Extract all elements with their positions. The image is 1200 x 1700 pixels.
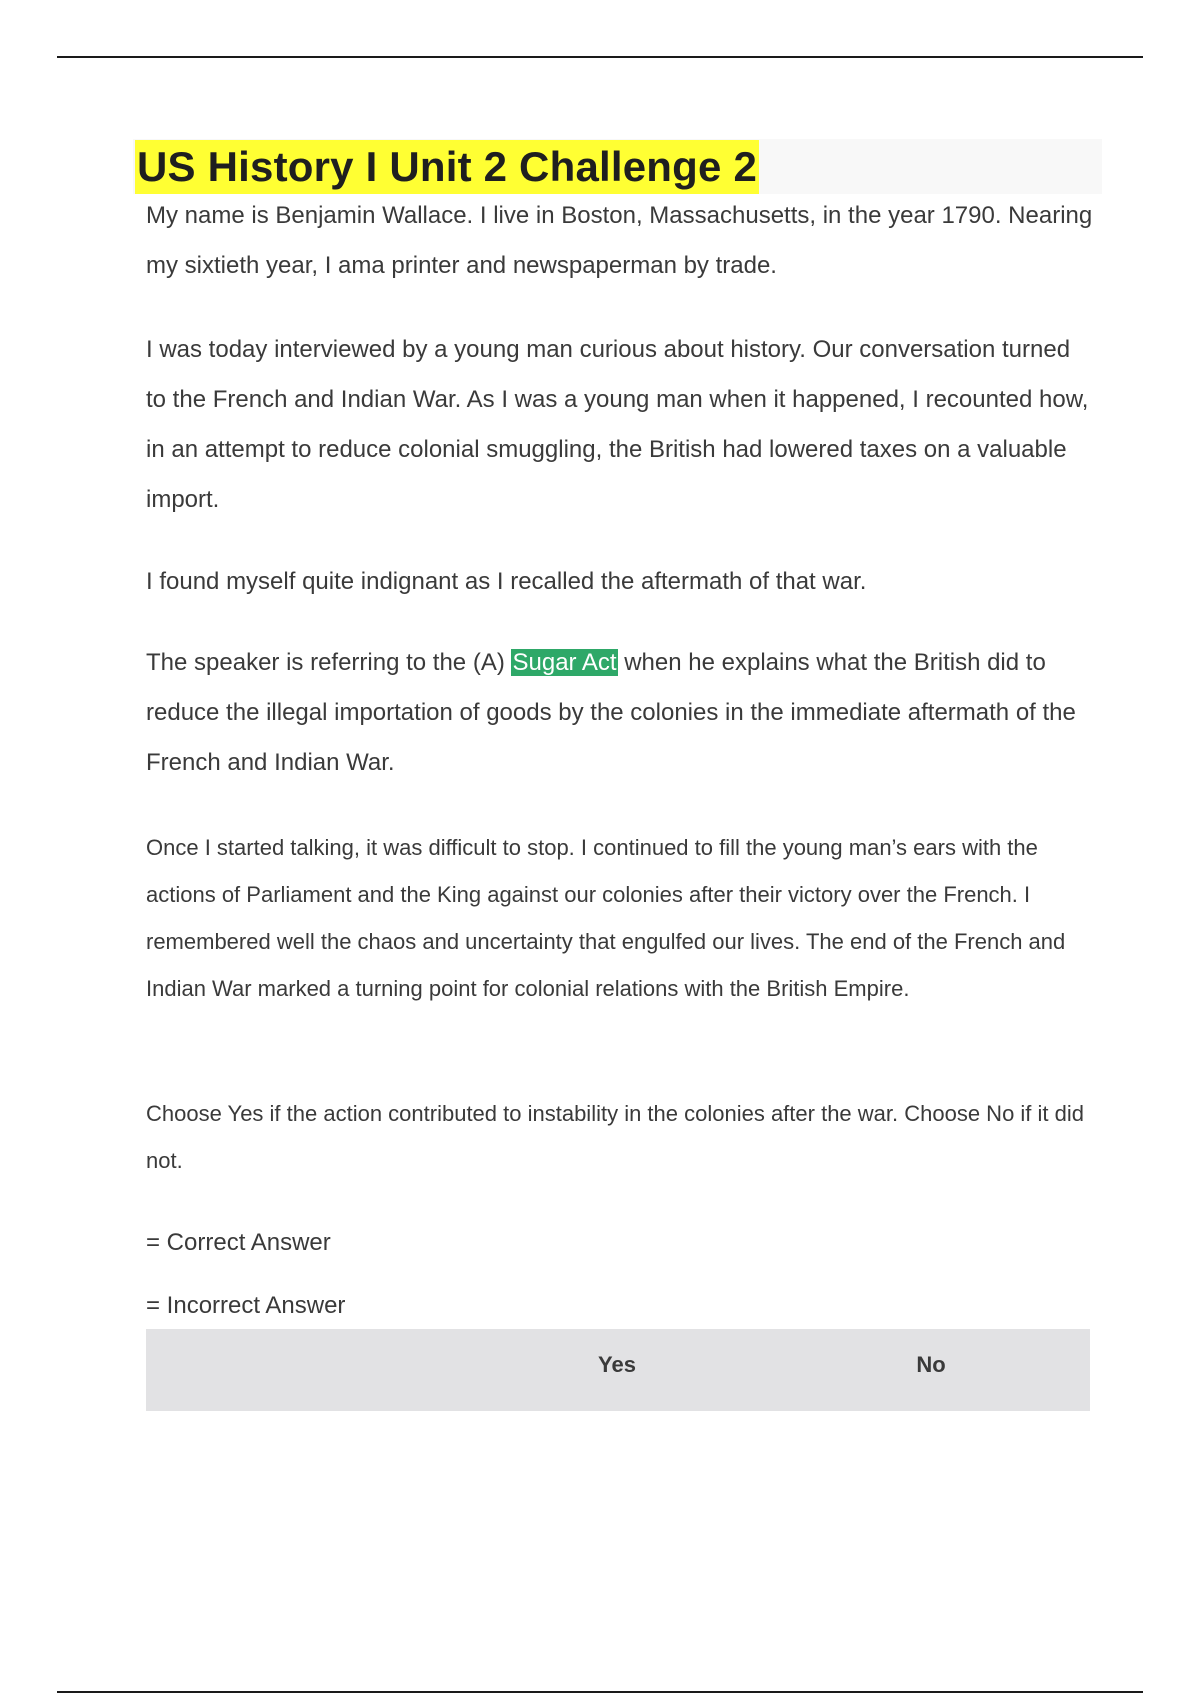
answer-table-header bbox=[146, 1329, 1090, 1411]
legend-incorrect: = Incorrect Answer bbox=[146, 1292, 346, 1319]
legend-correct: = Correct Answer bbox=[146, 1229, 331, 1256]
interview-paragraph: I was today interviewed by a young man curious about history. Our conversation turned to the French and Indian War. As I was a young man when it happened, I recounted how, in an attempt to reduce colonial smuggling, the British had lowered taxes on a valuable import. bbox=[146, 336, 1089, 513]
context-paragraph: Once I started talking, it was difficult to stop. I continued to fill the young man’s ears with the actions of Parliament and the King against our colonies after their victory over the French. I remembered well the chaos and uncertainty that engulfed our lives. The end of the French and Indian War marked a turning point for colonial relations with the British Empire. bbox=[146, 835, 1066, 1001]
question-paragraph bbox=[146, 638, 1096, 788]
intro-paragraph: My name is Benjamin Wallace. I live in Boston, Massachusetts, in the year 1790. Nearing my sixtieth year, I ama printer and newspaperman by trade. bbox=[146, 202, 1093, 279]
column-header-yes: Yes bbox=[598, 1352, 636, 1377]
selected-answer: Sugar Act bbox=[512, 649, 617, 676]
instructions-paragraph: Choose Yes if the action contributed to instability in the colonies after the war. Choose No if it did not. bbox=[146, 1101, 1084, 1173]
question-prefix: The speaker is referring to the (A) bbox=[146, 649, 512, 676]
indignant-paragraph: I found myself quite indignant as I recalled the aftermath of that war. bbox=[146, 568, 867, 595]
top-rule bbox=[57, 56, 1143, 58]
column-header-no: No bbox=[916, 1352, 946, 1377]
bottom-rule bbox=[57, 1691, 1143, 1693]
document-title: US History I Unit 2 Challenge 2 bbox=[135, 140, 759, 194]
question-suffix: when he explains what the British did to reduce the illegal importation of goods by the colonies in the immediate aftermath of the French and Indian War. bbox=[146, 649, 1076, 776]
